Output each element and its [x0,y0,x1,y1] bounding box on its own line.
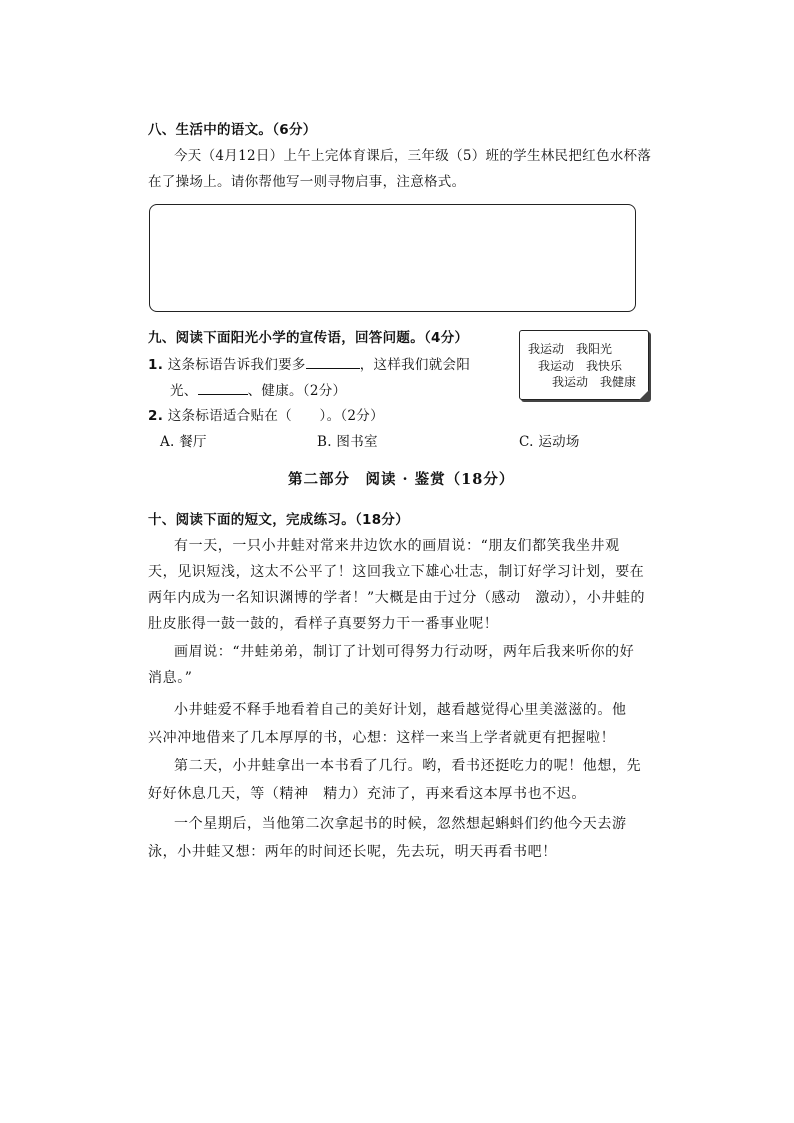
passage-line: 肚皮胀得一鼓一鼓的，看样子真要努力干一番事业呢！ [148,616,499,632]
section-8-prompt-line-2: 在了操场上。请你帮他写一则寻物启事，注意格式。 [148,174,466,190]
question-9-1-line-1 [148,354,470,375]
section-8-title: 八、生活中的语文。（6分） [148,122,317,138]
slogan-card [519,330,649,400]
passage-line: 天，见识短浅，这太不公平了！这回我立下雄心壮志，制订好学习计划，要在 [148,564,645,580]
question-number: 1. [148,357,164,373]
passage-line: 有一天，一只小井蛙对常来井边饮水的画眉说：“朋友们都笑我坐井观 [174,538,620,554]
section-9-title: 九、阅读下面阳光小学的宣传语，回答问题。（4分） [148,330,469,346]
answer-blank-2[interactable] [198,380,248,395]
question-9-1-line-2 [170,380,346,401]
question-text: 这条标语适合贴在（ ）。（2分） [167,408,384,424]
answer-writing-box[interactable] [149,204,636,312]
question-text-part-4: 、健康。（2分） [247,383,347,399]
passage-line: 两年内成为一名知识渊博的学者！”大概是由于过分（感动 激动），小井蛙的 [148,590,646,606]
answer-blank-1[interactable] [306,354,360,369]
slogan-line-3: 我运动 我健康 [552,375,637,389]
passage-line: 小井蛙爱不释手地看着自己的美好计划，越看越觉得心里美滋滋的。他 [174,702,627,718]
section-10-title: 十、阅读下面的短文，完成练习。（18分） [148,512,410,528]
question-9-2 [148,406,384,426]
option-c[interactable]: C. 运动场 [519,434,580,450]
passage-line: 一个星期后，当他第二次拿起书的时候，忽然想起蝌蚪们约他今天去游 [174,816,627,832]
option-b[interactable]: B. 图书室 [317,434,378,450]
question-text-part-3: 光、 [170,383,198,399]
part-2-heading: 第二部分 阅读 · 鉴赏（18分） [288,471,515,488]
passage-line: 第二天，小井蛙拿出一本书看了几行。哟，看书还挺吃力的呢！他想，先 [174,758,642,774]
slogan-line-2: 我运动 我快乐 [538,359,623,373]
question-text-part-1: 这条标语告诉我们要多 [167,357,306,373]
page-curl-corner [638,389,650,401]
option-a[interactable]: A. 餐厅 [160,434,207,450]
passage-line: 画眉说：“井蛙弟弟，制订了计划可得努力行动呀，两年后我来听你的好 [174,644,635,660]
slogan-line-1: 我运动 我阳光 [528,342,613,356]
question-text-part-2: ，这样我们就会阳 [359,357,471,373]
passage-line: 消息。” [148,670,193,686]
section-8-prompt-line-1: 今天（4月12日）上午上完体育课后，三年级（5）班的学生林民把红色水杯落 [174,148,652,164]
question-number: 2. [148,408,164,424]
passage-line: 泳，小井蛙又想：两年的时间还长呢，先去玩，明天再看书吧！ [148,844,557,860]
passage-line: 兴冲冲地借来了几本厚厚的书，心想：这样一来当上学者就更有把握啦！ [148,730,616,746]
passage-line: 好好休息几天，等（精神 精力）充沛了，再来看这本厚书也不迟。 [148,786,586,802]
